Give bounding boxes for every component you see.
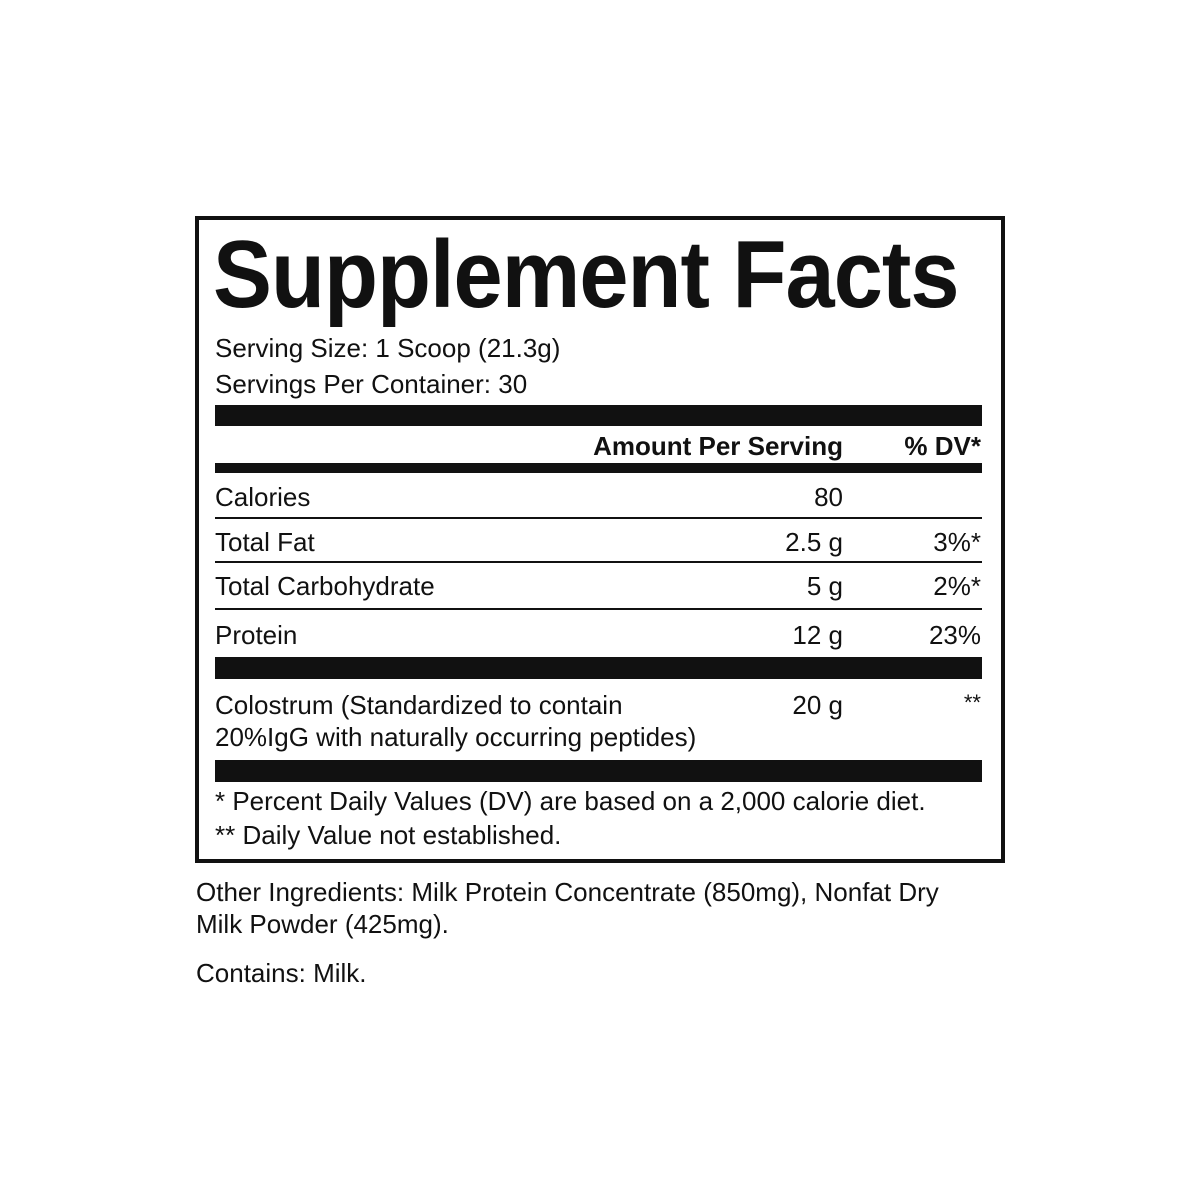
dv-header: % DV* [904,431,981,461]
row-total-carbohydrate-amount: 5 g [806,571,843,601]
allergen-statement: Contains: Milk. [196,958,367,988]
footnote-dv: * Percent Daily Values (DV) are based on a 2,000 calorie diet. [215,786,926,816]
medium-divider [215,463,982,473]
row-colostrum-name-line2: 20%IgG with naturally occurring peptides) [215,722,697,752]
thick-divider [215,405,982,426]
servings-per-container: Servings Per Container: 30 [215,369,528,399]
row-total-fat-name: Total Fat [215,527,315,557]
row-divider [215,608,982,610]
amount-per-serving-header: Amount Per Serving [593,431,843,461]
row-divider [215,561,982,563]
row-colostrum-name-line1: Colostrum (Standardized to contain [215,690,623,720]
row-total-fat-dv: 3%* [933,527,981,557]
row-protein-amount: 12 g [792,620,843,650]
row-colostrum-amount: 20 g [792,690,843,720]
row-total-fat-amount: 2.5 g [785,527,843,557]
panel-title: Supplement Facts [213,222,959,328]
row-divider [215,517,982,519]
other-ingredients-line2: Milk Powder (425mg). [196,909,449,939]
row-calories-name: Calories [215,482,311,512]
row-calories-amount: 80 [814,482,843,512]
row-protein-name: Protein [215,620,298,650]
serving-size: Serving Size: 1 Scoop (21.3g) [215,333,561,363]
thick-divider [215,657,982,679]
thick-divider [215,760,982,782]
footnote-not-established: ** Daily Value not established. [215,820,562,850]
row-total-carbohydrate-name: Total Carbohydrate [215,571,435,601]
row-colostrum-dv: ** [963,690,981,715]
row-protein-dv: 23% [928,620,981,650]
row-total-carbohydrate-dv: 2%* [933,571,981,601]
other-ingredients-line1: Other Ingredients: Milk Protein Concentrate (850mg), Nonfat Dry [196,877,939,907]
